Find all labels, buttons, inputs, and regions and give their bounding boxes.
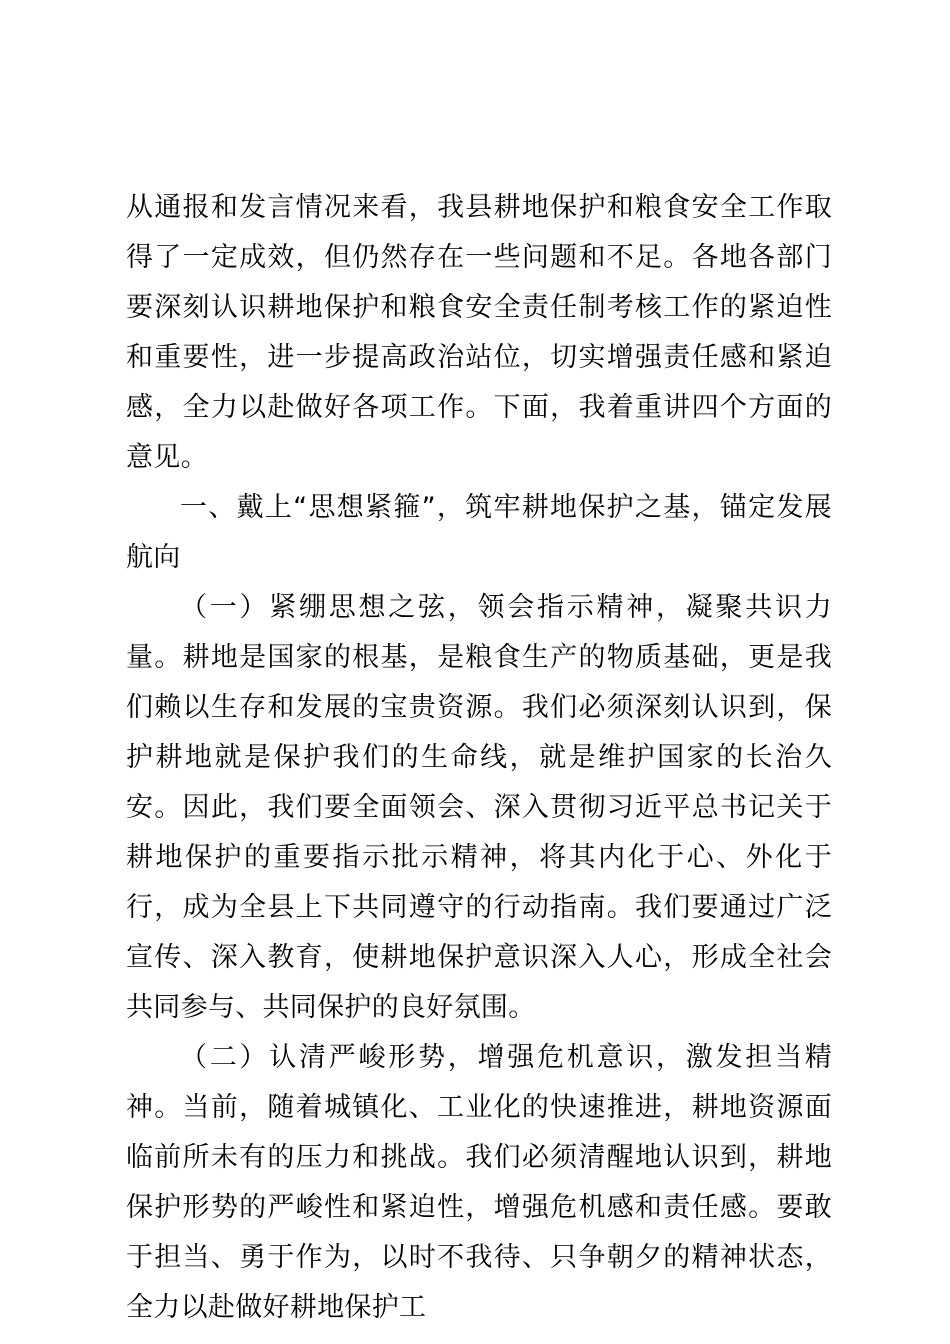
document-page <box>126 183 832 1333</box>
intro-paragraph: 从通报和发言情况来看，我县耕地保护和粮食安全工作取得了一定成效，但仍然存在一些问题和不足。各地各部门要深刻认识耕地保护和粮食安全责任制考核工作的紧迫性和重要性，进一步提高政治站位，切实增强责任感和紧迫感，全力以赴做好各项工作。下面，我着重讲四个方面的意见。 <box>126 192 832 473</box>
section-heading-1: 一、戴上“思想紧箍”，筑牢耕地保护之基，锚定发展航向 <box>126 492 832 573</box>
subsection-paragraph-2: （二）认清严峻形势，增强危机意识，激发担当精神。当前，随着城镇化、工业化的快速推进，耕地资源面临前所未有的压力和挑战。我们必须清醒地认识到，耕地保护形势的严峻性和紧迫性，增强危机感和责任感。要敢于担当、勇于作为，以时不我待、只争朝夕的精神状态，全力以赴做好耕地保护工 <box>126 1042 832 1323</box>
subsection-paragraph-1: （一）紧绷思想之弦，领会指示精神，凝聚共识力量。耕地是国家的根基，是粮食生产的物质基础，更是我们赖以生存和发展的宝贵资源。我们必须深刻认识到，保护耕地就是保护我们的生命线，就是维护国家的长治久安。因此，我们要全面领会、深入贯彻习近平总书记关于耕地保护的重要指示批示精神，将其内化于心、外化于行，成为全县上下共同遵守的行动指南。我们要通过广泛宣传、深入教育，使耕地保护意识深入人心，形成全社会共同参与、共同保护的良好氛围。 <box>126 592 832 1023</box>
